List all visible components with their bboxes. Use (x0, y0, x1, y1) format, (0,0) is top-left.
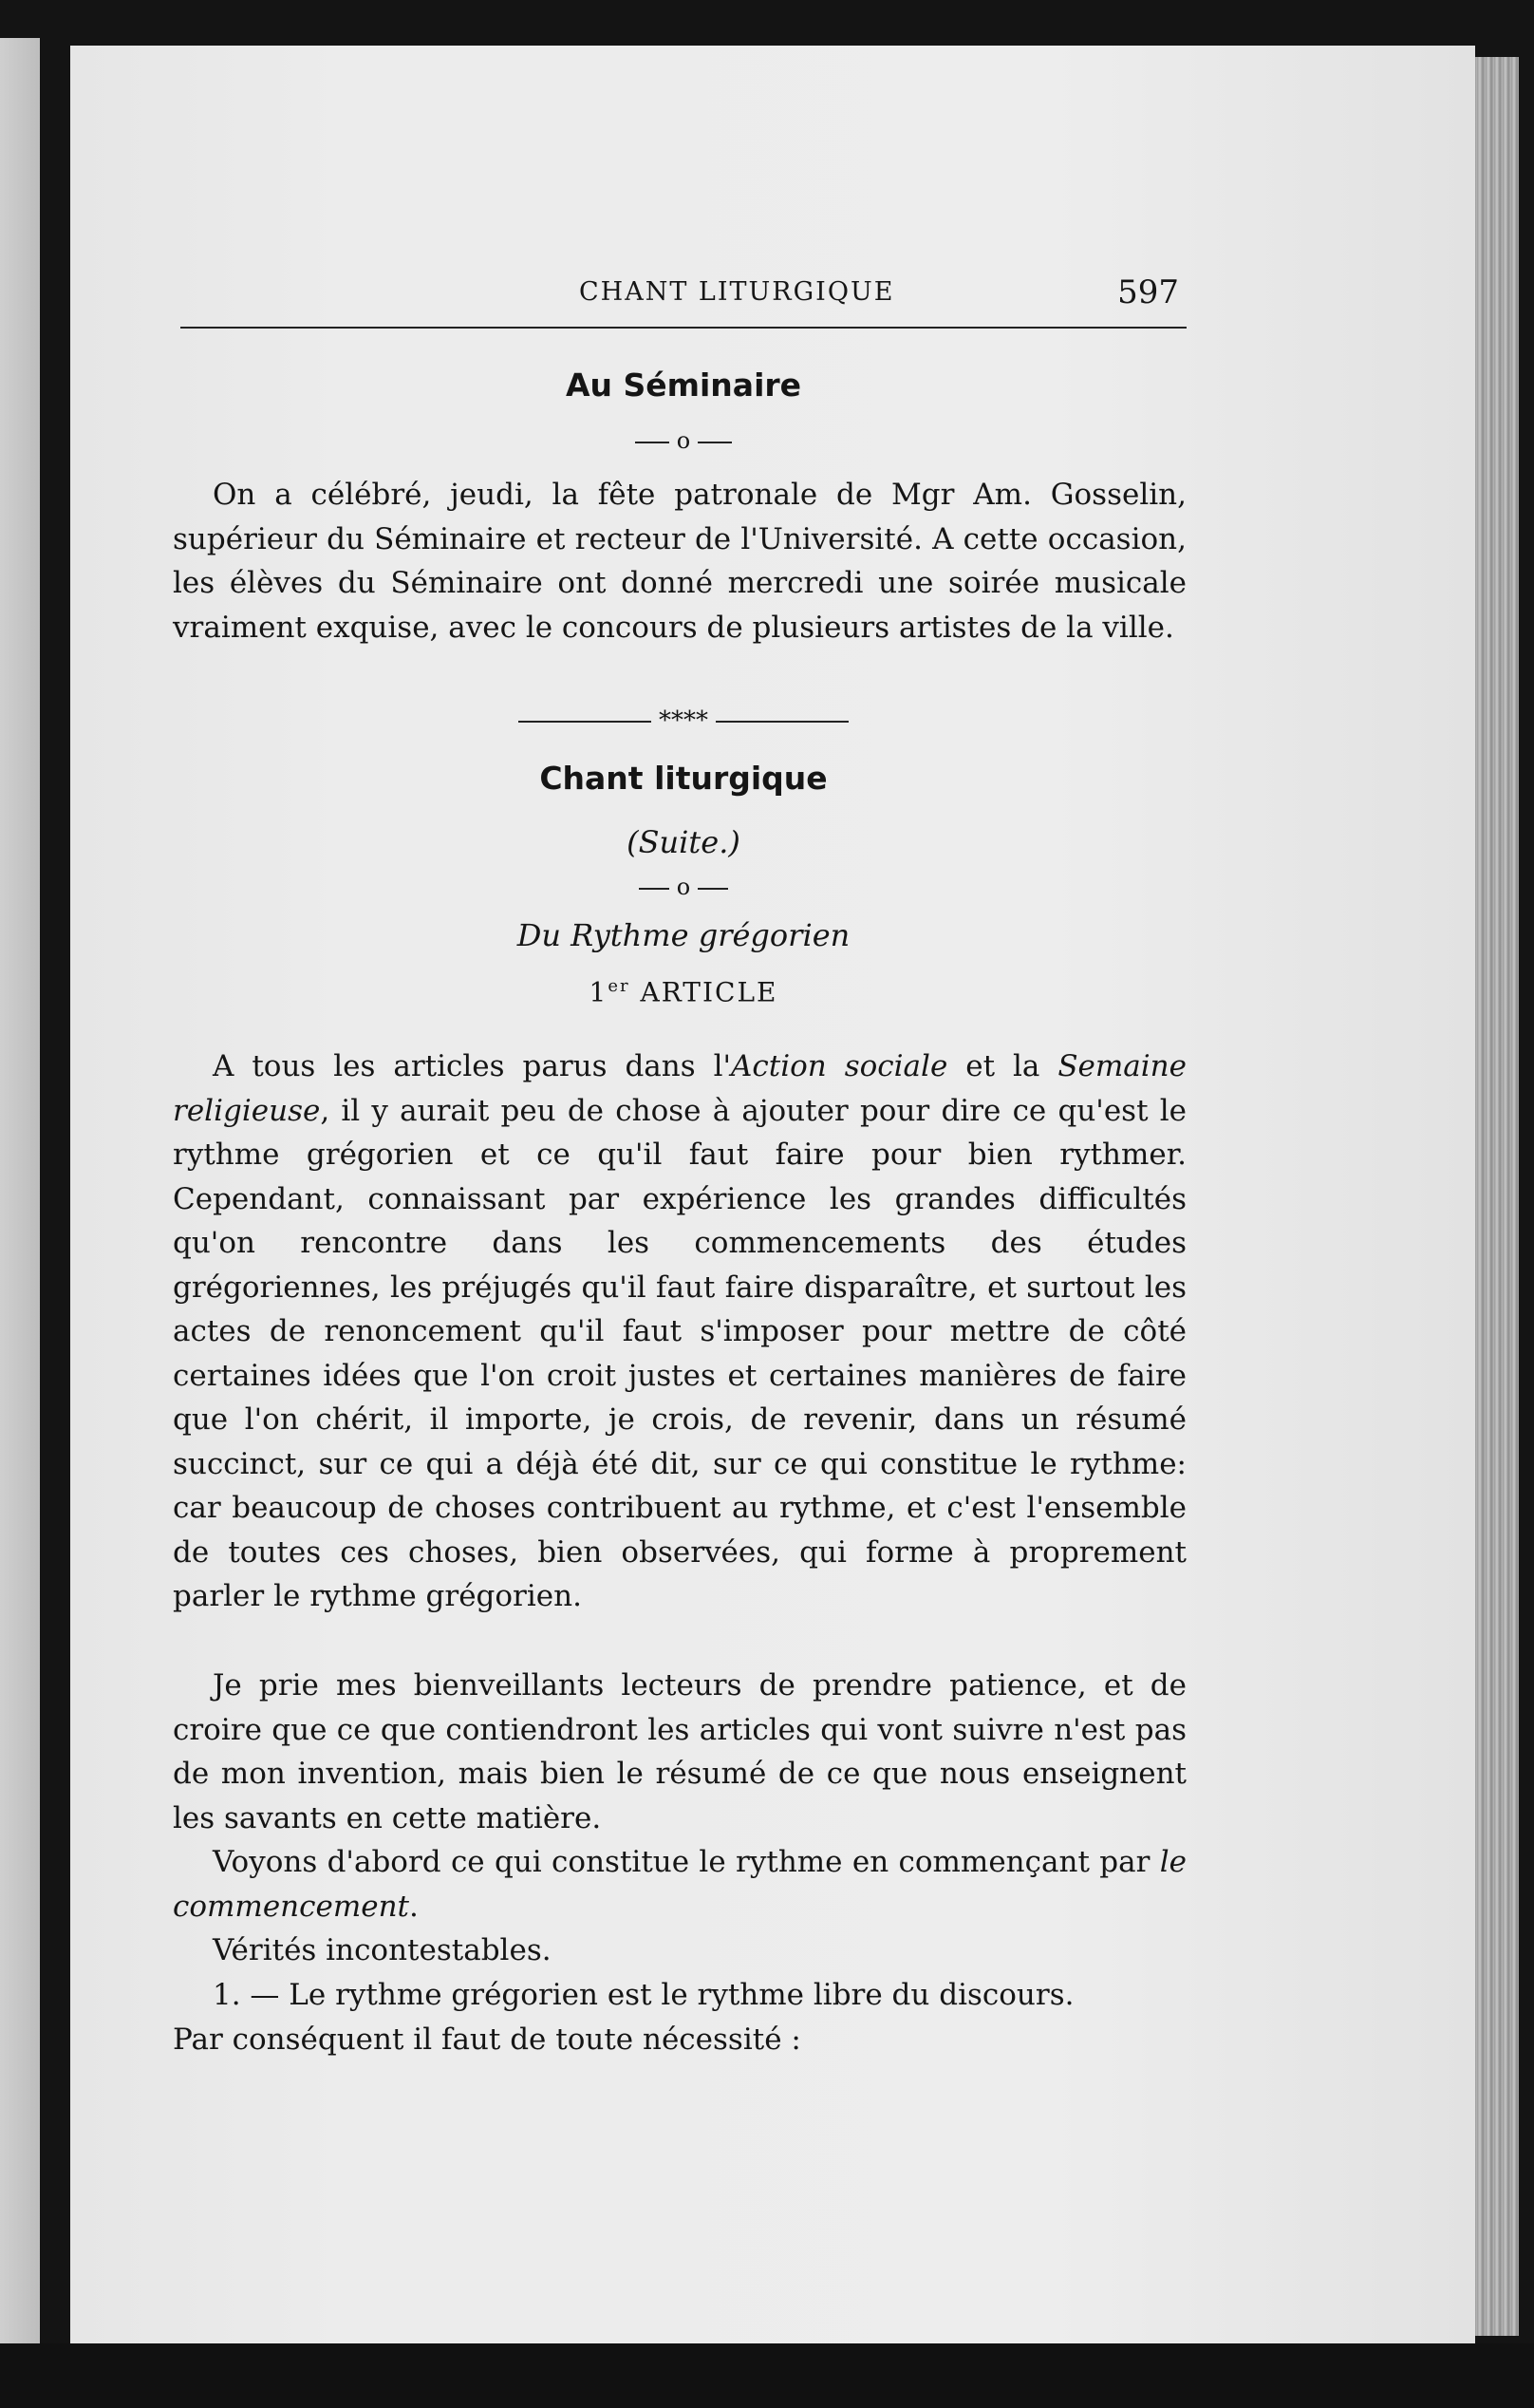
p1-text-c: , il y aurait peu de chose à ajouter pour dire ce qu'est le rythme grégorien et ce qu'il faut faire pour bien rythmer. Cependant, connaissant par expérience les grandes difficultés qu'on rencontre dans les commencements des études grégoriennes, les préjugés qu'il faut faire disparaître, et surtout les actes de renoncement qu'il faut s'imposer pour mettre de côté certaines idées que l'on croit justes et certaines manières de faire que l'on chérit, il importe, je crois, de revenir, dans un résumé succinct, sur ce qui a déjà été dit, sur ce qui constitue le rythme: car beaucoup de choses contribuent au rythme, et c'est l'ensemble de toutes ces choses, bien observées, qui forme à proprement parler le rythme grégorien. (173, 1093, 1187, 1613)
paragraph-intro (173, 1044, 1187, 1619)
paragraph-seminaire-text: On a célébré, jeudi, la fête patronale de Mgr Am. Gosselin, supérieur du Séminaire et recteur de l'Université. A cette occasion, les élèves du Séminaire ont donné mercredi une soirée musicale vraiment exquise, avec le concours de plusieurs artistes de la ville. (173, 478, 1187, 645)
ornament-rule-left (635, 442, 669, 443)
ornament-mark: o (676, 874, 691, 900)
article-word: ARTICLE (640, 976, 778, 1008)
book-page (70, 46, 1475, 2343)
paragraph-lecteurs (173, 1664, 1187, 1840)
ornament-mark: o (676, 427, 691, 454)
separator-rule-right (716, 721, 849, 723)
p3-text-a: Voyons d'abord ce qui constitue le rythme en commençant par (213, 1845, 1160, 1879)
section-heading-seminaire: Au Séminaire (565, 367, 802, 404)
running-title: CHANT LITURGIQUE (579, 277, 895, 307)
ornament-divider-2 (180, 874, 1187, 900)
section-subtitle: (Suite.) (627, 824, 740, 860)
paragraph-seminaire (173, 473, 1187, 649)
p3-italic-commencement: le commencement (173, 1845, 1187, 1924)
scan-bottom-border (0, 2343, 1534, 2408)
article-label (180, 976, 1187, 1007)
p6-text: Par conséquent il faut de toute nécessité : (173, 2022, 801, 2057)
ornament-divider-1 (180, 427, 1187, 454)
paragraph-verites (173, 1928, 1187, 1973)
article-number: 1 (589, 976, 608, 1008)
page-number: 597 (1117, 273, 1179, 311)
p1-italic-action-sociale: Action sociale (731, 1049, 948, 1083)
p5-text: 1. — Le rythme grégorien est le rythme libre du discours. (213, 1978, 1075, 2012)
p4-text: Vérités incontestables. (213, 1933, 552, 1967)
article-number-suffix: er (608, 976, 630, 996)
ornament-rule-right (698, 442, 732, 443)
ornament-rule-right (698, 888, 728, 890)
p1-italic-semaine-religieuse: Semaine religieuse (173, 1049, 1187, 1128)
article-topic: Du Rythme grégorien (516, 917, 851, 953)
p1-text-b: et la (947, 1049, 1058, 1083)
running-header (180, 273, 1187, 329)
p2-text: Je prie mes bienveillants lecteurs de prendre patience, et de croire que ce que contiendront les articles qui vont suivre n'est pas de mon invention, mais bien le résumé de ce que nous enseignent les savants en cette matière. (173, 1668, 1187, 1835)
section-heading-chant: Chant liturgique (539, 760, 828, 797)
left-page-edge (0, 38, 40, 2355)
paragraph-voyons (173, 1840, 1187, 1928)
separator-rule-left (518, 721, 651, 723)
paragraph-consequence (173, 2018, 1187, 2062)
p3-text-b: . (409, 1889, 419, 1924)
ornament-rule-left (639, 888, 669, 890)
paragraph-rule-1 (173, 1973, 1187, 2018)
separator-stars: **** (659, 706, 708, 735)
p1-text-a: A tous les articles parus dans l' (213, 1049, 732, 1083)
star-separator (180, 706, 1187, 735)
